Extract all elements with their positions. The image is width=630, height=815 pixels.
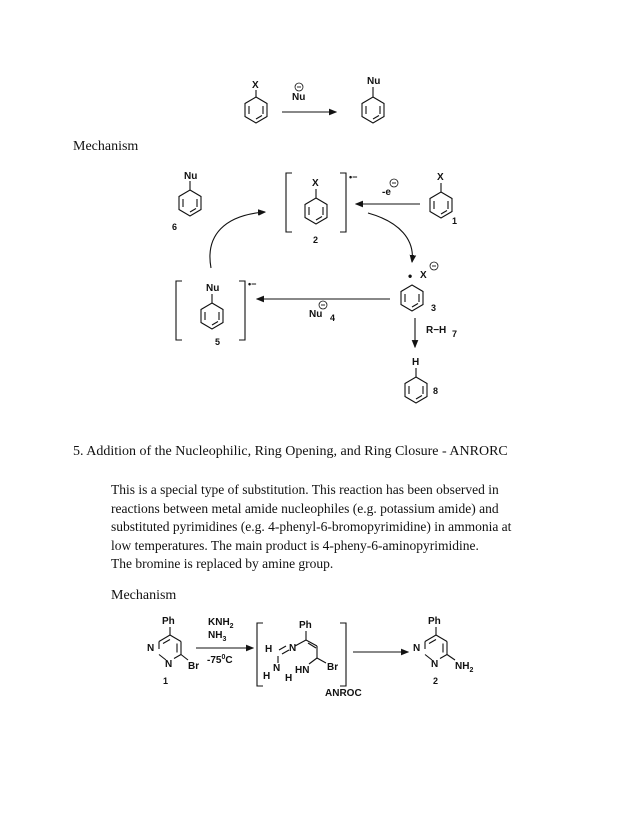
- compound-6-number: 6: [172, 222, 178, 232]
- compound-3-number: 3: [431, 303, 437, 313]
- hydrogen-donor-label: R−H: [426, 325, 447, 336]
- compound-2-charge: •−: [349, 172, 358, 182]
- paragraph-line: reactions between metal amide nucleophiles (e.g. potassium amide) and: [111, 500, 499, 516]
- compound-2-number: 2: [313, 235, 319, 245]
- anrorc-temperature: $-75^0C$: [207, 654, 233, 666]
- nucleophile-4-label: Nu: [309, 309, 323, 320]
- anrorc-reactant-ph: Ph: [162, 616, 175, 627]
- anrorc-reagent-kNH2: $KNH_2$: [208, 617, 234, 630]
- hydrogen-donor-number: 7: [452, 329, 458, 339]
- reactant-x-label: X: [252, 80, 259, 91]
- anrorc-reactant-br: Br: [188, 661, 200, 672]
- compound-1-x-label: X: [437, 172, 444, 183]
- electron-loss-label: -e: [382, 187, 391, 198]
- anrorc-paragraph: [111, 481, 581, 574]
- anrorc-product-number: 2: [433, 676, 439, 686]
- product-nu-label: Nu: [367, 76, 381, 87]
- curved-arrow-to-3: [368, 213, 412, 262]
- compound-5-nu-label: Nu: [206, 283, 220, 294]
- anrorc-reactant-n2: N: [165, 659, 173, 670]
- product-benzene: [362, 87, 384, 123]
- anrorc-intermediate-h3: H: [285, 673, 293, 684]
- compound-3-benzene: [401, 285, 423, 311]
- mechanism-heading: Mechanism: [73, 139, 139, 154]
- compound-5-charge: •−: [248, 279, 257, 289]
- compound-6-nu-label: Nu: [184, 171, 198, 182]
- anrorc-product-nh2: $NH_2$: [455, 661, 474, 674]
- compound-1-benzene: [430, 183, 452, 218]
- compound-5-benzene: [201, 294, 223, 329]
- anrorc-product-n1: N: [413, 643, 421, 654]
- anrorc-reactant-number: 1: [163, 676, 169, 686]
- compound-3-radical-dot: •: [408, 269, 413, 283]
- anrorc-reactant-n1: N: [147, 643, 155, 654]
- anrorc-product-ph: Ph: [428, 616, 441, 627]
- anrorc-intermediate-ph: Ph: [299, 620, 312, 631]
- anrorc-intermediate-n-imine: N: [289, 643, 297, 654]
- section-heading: 5. Addition of the Nucleophilic, Ring Opening, and Ring Closure - ANRORC: [73, 444, 508, 459]
- compound-5-number: 5: [215, 337, 221, 347]
- anrorc-reactant-ring: [159, 627, 188, 660]
- paragraph-line: The bromine is replaced by amine group.: [111, 556, 334, 571]
- compound-8-number: 8: [433, 386, 439, 396]
- compound-2-x-label: X: [312, 178, 319, 189]
- curved-arrow-to-6: [210, 212, 265, 268]
- anrorc-intermediate-hn: HN: [295, 665, 310, 676]
- compound-8-h-label: H: [412, 357, 420, 368]
- anrorc-intermediate-h2: H: [263, 671, 271, 682]
- anrorc-intermediate: [278, 631, 326, 664]
- paragraph-line: This is a special type of substitution. This reaction has been observed in: [111, 482, 499, 497]
- nucleophile-4-number: 4: [330, 313, 336, 323]
- anrorc-intermediate-br: Br: [327, 662, 339, 673]
- paragraph-line: low temperatures. The main product is 4-pheny-6-aminopyrimidine.: [111, 537, 479, 553]
- anrorc-reagent-nh3: $NH_3$: [208, 630, 227, 643]
- anrorc-product-ring: [425, 627, 455, 660]
- compound-1-number: 1: [452, 216, 458, 226]
- reactant-benzene: [245, 90, 267, 123]
- anrorc-intermediate-n-amine: N: [273, 663, 281, 674]
- compound-2-benzene: [305, 189, 327, 224]
- anrorc-intermediate-h1: H: [265, 644, 273, 655]
- compound-8-benzene: [405, 368, 427, 403]
- paragraph-line: substituted pyrimidines (e.g. 4-phenyl-6-bromopyrimidine) in ammonia at: [111, 519, 512, 534]
- compound-3-counterion: X: [420, 270, 427, 281]
- reagent-nu-label: Nu: [292, 92, 306, 103]
- anrorc-mechanism-heading: Mechanism: [111, 588, 177, 603]
- anrorc-intermediate-label: ANROC: [325, 688, 362, 699]
- compound-6-benzene: [179, 181, 201, 216]
- anrorc-product-n2: N: [431, 659, 439, 670]
